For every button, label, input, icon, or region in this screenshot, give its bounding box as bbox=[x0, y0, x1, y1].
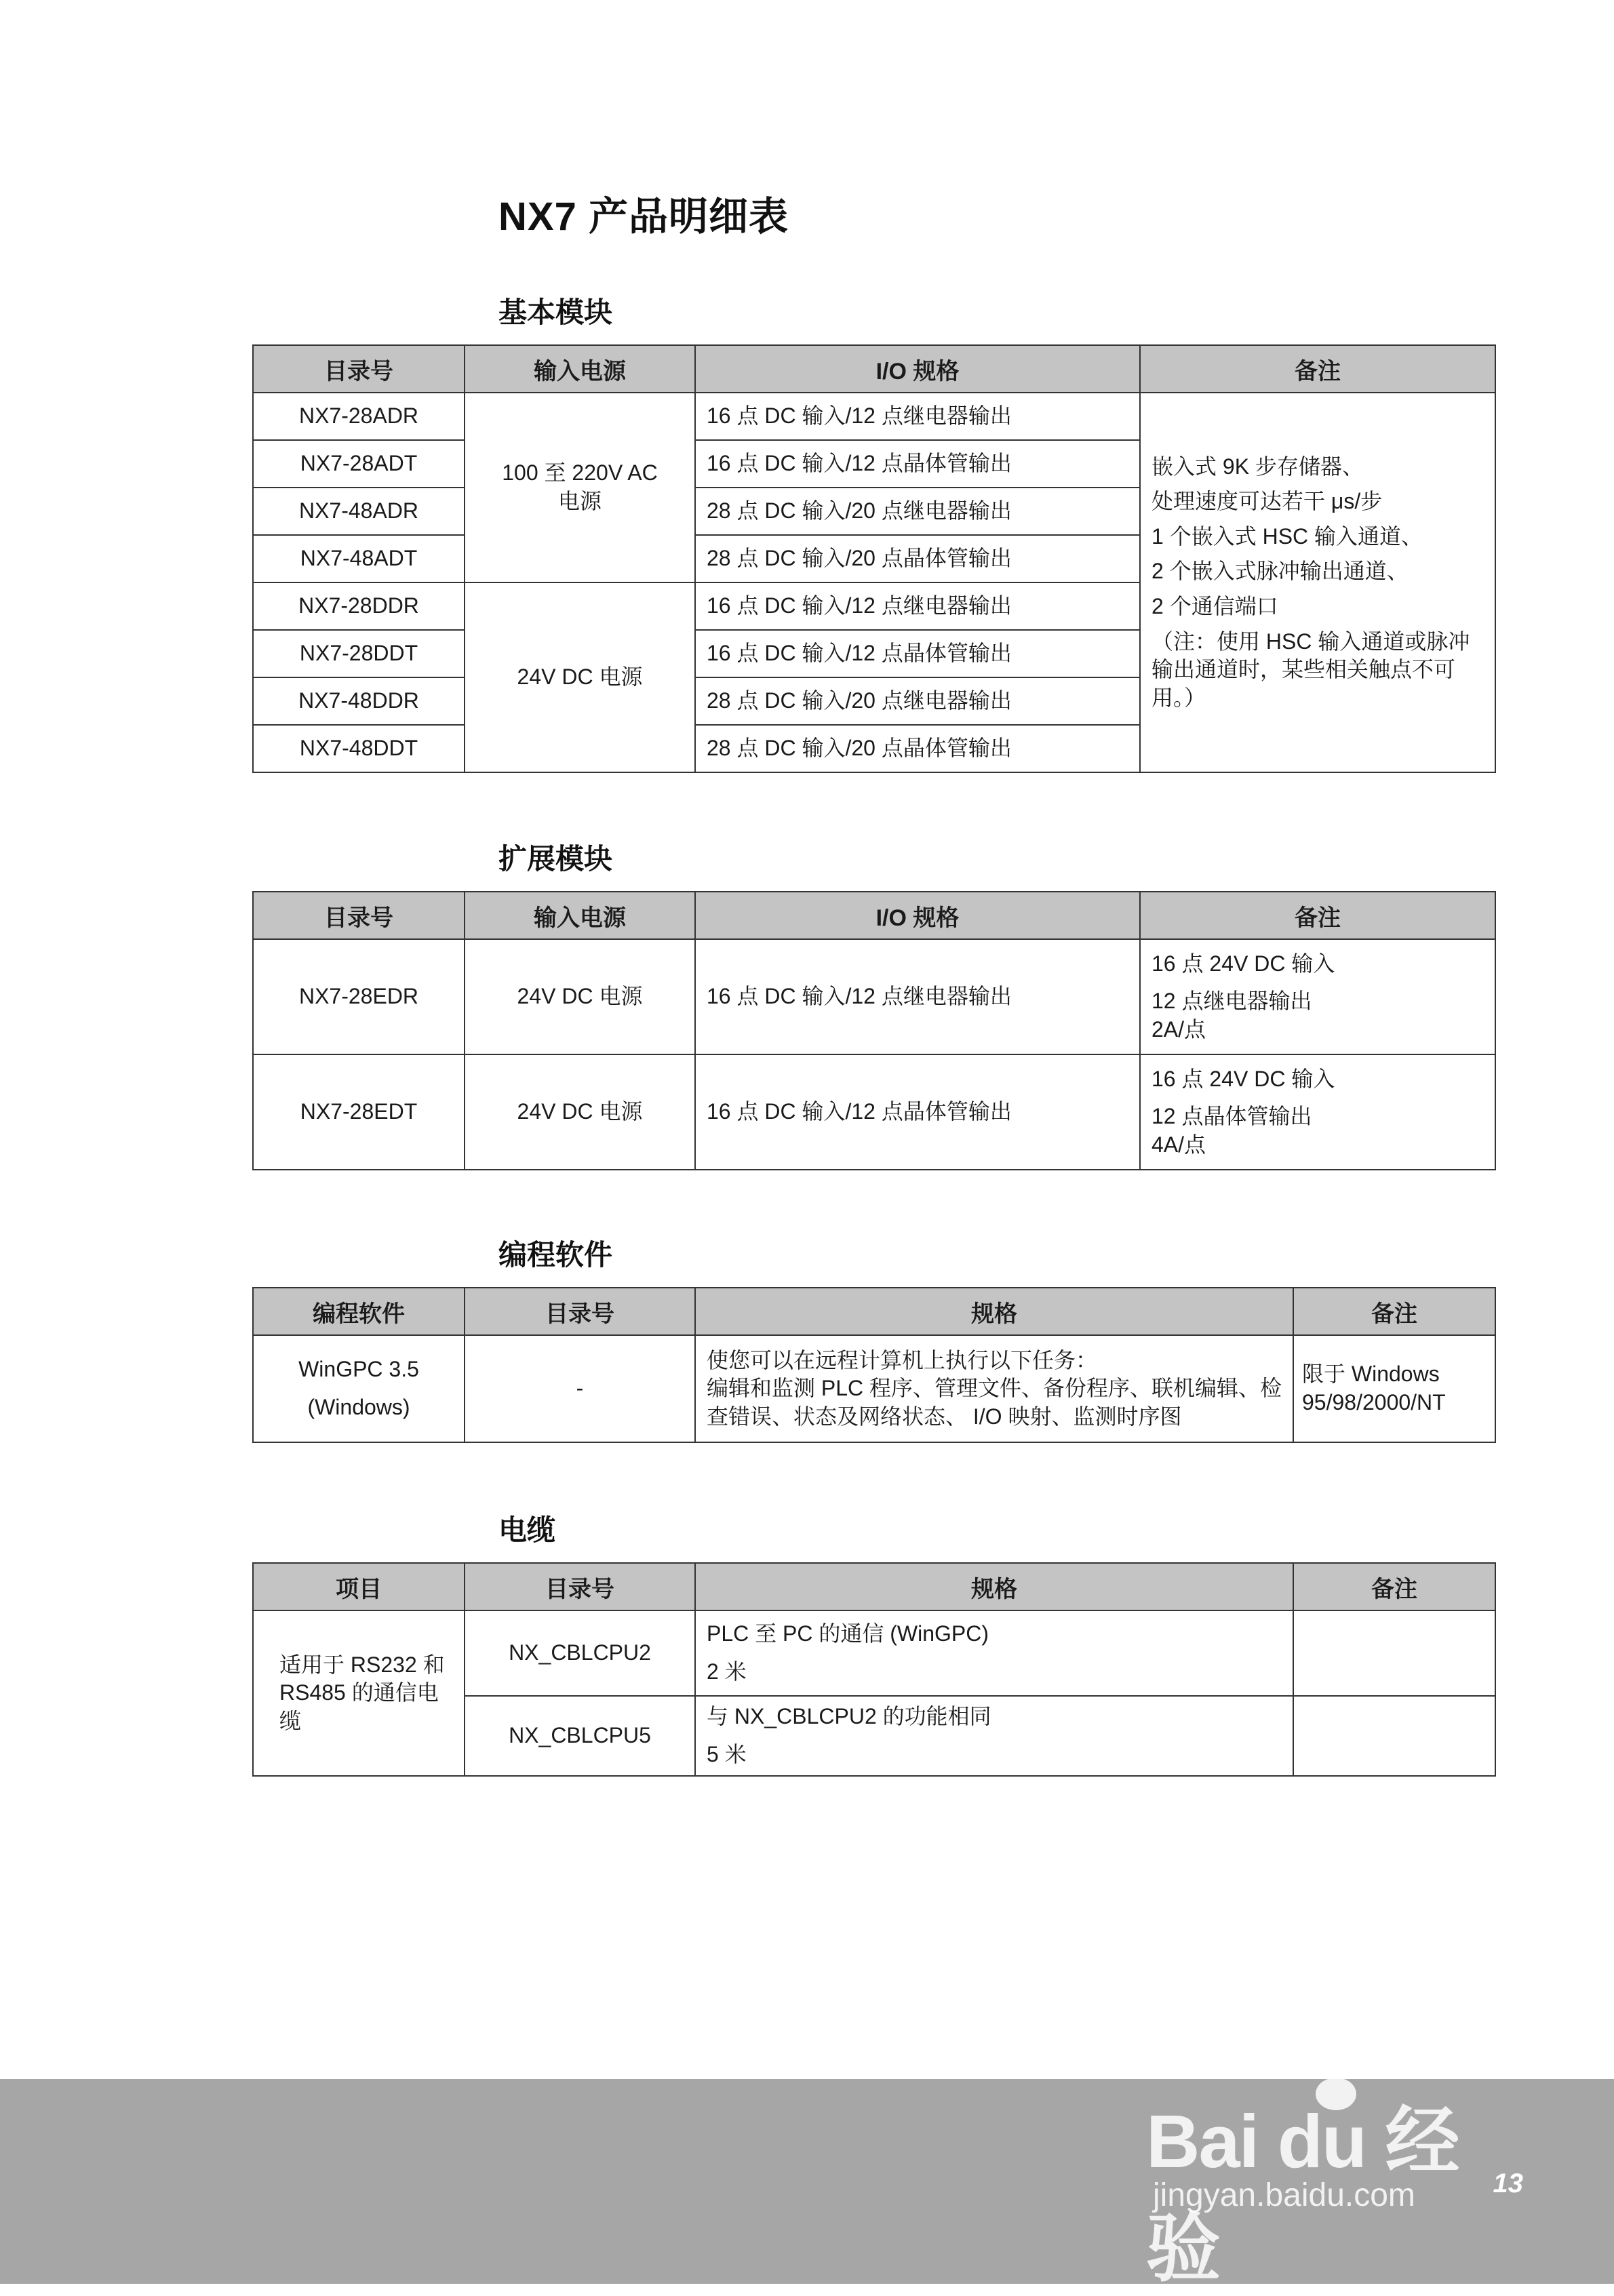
catalog-cell: NX7-28EDR bbox=[253, 939, 465, 1054]
section-title-software: 编程软件 bbox=[498, 1239, 613, 1271]
software-platform: (Windows) bbox=[307, 1395, 410, 1419]
catalog-cell: NX7-28DDR bbox=[253, 582, 465, 630]
io-cell: 16 点 DC 输入/12 点晶体管输出 bbox=[695, 630, 1140, 677]
header-power: 输入电源 bbox=[465, 345, 695, 393]
note-line: 95/98/2000/NT bbox=[1302, 1390, 1446, 1414]
io-cell: 28 点 DC 输入/20 点晶体管输出 bbox=[695, 725, 1140, 772]
catalog-cell: NX7-28EDT bbox=[253, 1054, 465, 1170]
header-catalog: 目录号 bbox=[465, 1563, 695, 1610]
header-catalog: 目录号 bbox=[253, 345, 465, 393]
catalog-cell: NX_CBLCPU5 bbox=[465, 1696, 695, 1776]
header-software: 编程软件 bbox=[253, 1288, 465, 1335]
header-io: I/O 规格 bbox=[695, 345, 1140, 393]
section-title-cable: 电缆 bbox=[498, 1514, 556, 1546]
catalog-cell: NX7-28DDT bbox=[253, 630, 465, 677]
spec-line: 编辑和监测 PLC 程序、管理文件、备份程序、联机编辑、检查错误、状态及网络状态、 I/O 映射、监测时序图 bbox=[707, 1376, 1282, 1429]
header-catalog: 目录号 bbox=[465, 1288, 695, 1335]
header-power: 输入电源 bbox=[465, 892, 695, 939]
spec-line: 2 米 bbox=[707, 1659, 747, 1684]
software-table bbox=[252, 1287, 1496, 1443]
header-notes: 备注 bbox=[1140, 345, 1495, 393]
note-line: 处理速度可达若干 μs/步 bbox=[1152, 489, 1383, 514]
catalog-cell: NX7-28ADR bbox=[253, 393, 465, 440]
power-cell-ac bbox=[465, 393, 695, 582]
io-cell: 16 点 DC 输入/12 点晶体管输出 bbox=[695, 1054, 1140, 1170]
table-header-row bbox=[253, 345, 1495, 393]
note-line: 1 个嵌入式 HSC 输入通道、 bbox=[1152, 523, 1423, 549]
software-name-cell bbox=[253, 1335, 465, 1442]
power-cell-dc: 24V DC 电源 bbox=[465, 582, 695, 772]
catalog-cell: NX_CBLCPU2 bbox=[465, 1610, 695, 1696]
power-ac-line1: 100 至 220V AC bbox=[502, 460, 658, 486]
table-row bbox=[253, 393, 1495, 440]
note-line: 16 点 24V DC 输入 bbox=[1152, 1066, 1335, 1091]
table-row bbox=[253, 1610, 1495, 1696]
notes-cell bbox=[1293, 1610, 1495, 1696]
note-line: 限于 Windows bbox=[1302, 1362, 1440, 1387]
io-cell: 16 点 DC 输入/12 点继电器输出 bbox=[695, 393, 1140, 440]
header-item: 项目 bbox=[253, 1563, 465, 1610]
io-cell: 16 点 DC 输入/12 点继电器输出 bbox=[695, 582, 1140, 630]
header-io: I/O 规格 bbox=[695, 892, 1140, 939]
table-header-row bbox=[253, 892, 1495, 939]
baidu-watermark bbox=[1146, 2041, 1526, 2291]
software-name: WinGPC 3.5 bbox=[298, 1357, 419, 1382]
note-line: 2A/点 bbox=[1152, 1016, 1206, 1042]
notes-cell bbox=[1293, 1696, 1495, 1776]
catalog-cell: - bbox=[465, 1335, 695, 1442]
note-line: 16 点 24V DC 输入 bbox=[1152, 951, 1335, 976]
table-row bbox=[253, 939, 1495, 1054]
section-title-expansion: 扩展模块 bbox=[498, 843, 613, 875]
spec-line: 5 米 bbox=[707, 1742, 747, 1766]
catalog-cell: NX7-48ADR bbox=[253, 488, 465, 535]
io-cell: 28 点 DC 输入/20 点晶体管输出 bbox=[695, 535, 1140, 582]
cable-table bbox=[252, 1562, 1496, 1777]
header-spec: 规格 bbox=[695, 1563, 1293, 1610]
power-ac-line2: 电源 bbox=[557, 489, 602, 513]
watermark-url: jingyan.baidu.com bbox=[1153, 2177, 1415, 2213]
spec-cell bbox=[695, 1335, 1293, 1442]
table-row bbox=[253, 1335, 1495, 1442]
note-line: 2 个嵌入式脉冲输出通道、 bbox=[1152, 559, 1409, 584]
table-row bbox=[253, 1054, 1495, 1170]
header-notes: 备注 bbox=[1293, 1563, 1495, 1610]
spec-line: PLC 至 PC 的通信 (WinGPC) bbox=[707, 1621, 989, 1646]
watermark-logo: Bai du 经验 bbox=[1146, 2100, 1459, 2291]
catalog-cell: NX7-28ADT bbox=[253, 440, 465, 488]
header-notes: 备注 bbox=[1140, 892, 1495, 939]
io-cell: 28 点 DC 输入/20 点继电器输出 bbox=[695, 488, 1140, 535]
io-cell: 16 点 DC 输入/12 点继电器输出 bbox=[695, 939, 1140, 1054]
notes-cell bbox=[1293, 1335, 1495, 1442]
section-title-basic: 基本模块 bbox=[498, 296, 613, 328]
spec-line: 与 NX_CBLCPU2 的功能相同 bbox=[707, 1704, 991, 1729]
table-header-row bbox=[253, 1288, 1495, 1335]
power-cell: 24V DC 电源 bbox=[465, 939, 695, 1054]
catalog-cell: NX7-48DDR bbox=[253, 677, 465, 725]
header-spec: 规格 bbox=[695, 1288, 1293, 1335]
cable-item-cell: 适用于 RS232 和 RS485 的通信电缆 bbox=[253, 1610, 465, 1776]
basic-modules-table bbox=[252, 344, 1496, 773]
header-notes: 备注 bbox=[1293, 1288, 1495, 1335]
note-line: 4A/点 bbox=[1152, 1132, 1206, 1157]
header-catalog: 目录号 bbox=[253, 892, 465, 939]
note-line: 嵌入式 9K 步存储器、 bbox=[1152, 454, 1364, 479]
catalog-cell: NX7-48DDT bbox=[253, 725, 465, 772]
note-line: 2 个通信端口 bbox=[1152, 594, 1278, 618]
expansion-modules-table bbox=[252, 891, 1496, 1170]
io-cell: 28 点 DC 输入/20 点继电器输出 bbox=[695, 677, 1140, 725]
table-header-row bbox=[253, 1563, 1495, 1610]
spec-cell bbox=[695, 1610, 1293, 1696]
note-line: （注：使用 HSC 输入通道或脉冲输出通道时，某些相关触点不可用。） bbox=[1152, 629, 1470, 710]
io-cell: 16 点 DC 输入/12 点晶体管输出 bbox=[695, 440, 1140, 488]
catalog-cell: NX7-48ADT bbox=[253, 535, 465, 582]
page-number: 13 bbox=[1493, 2169, 1523, 2198]
note-line: 12 点继电器输出 bbox=[1152, 989, 1312, 1014]
power-cell: 24V DC 电源 bbox=[465, 1054, 695, 1170]
notes-cell bbox=[1140, 393, 1495, 772]
notes-cell bbox=[1140, 939, 1495, 1054]
spec-cell bbox=[695, 1696, 1293, 1776]
notes-cell bbox=[1140, 1054, 1495, 1170]
page-title: NX7 产品明细表 bbox=[498, 195, 789, 239]
spec-line: 使您可以在远程计算机上执行以下任务： bbox=[707, 1347, 1098, 1372]
note-line: 12 点晶体管输出 bbox=[1152, 1104, 1312, 1129]
